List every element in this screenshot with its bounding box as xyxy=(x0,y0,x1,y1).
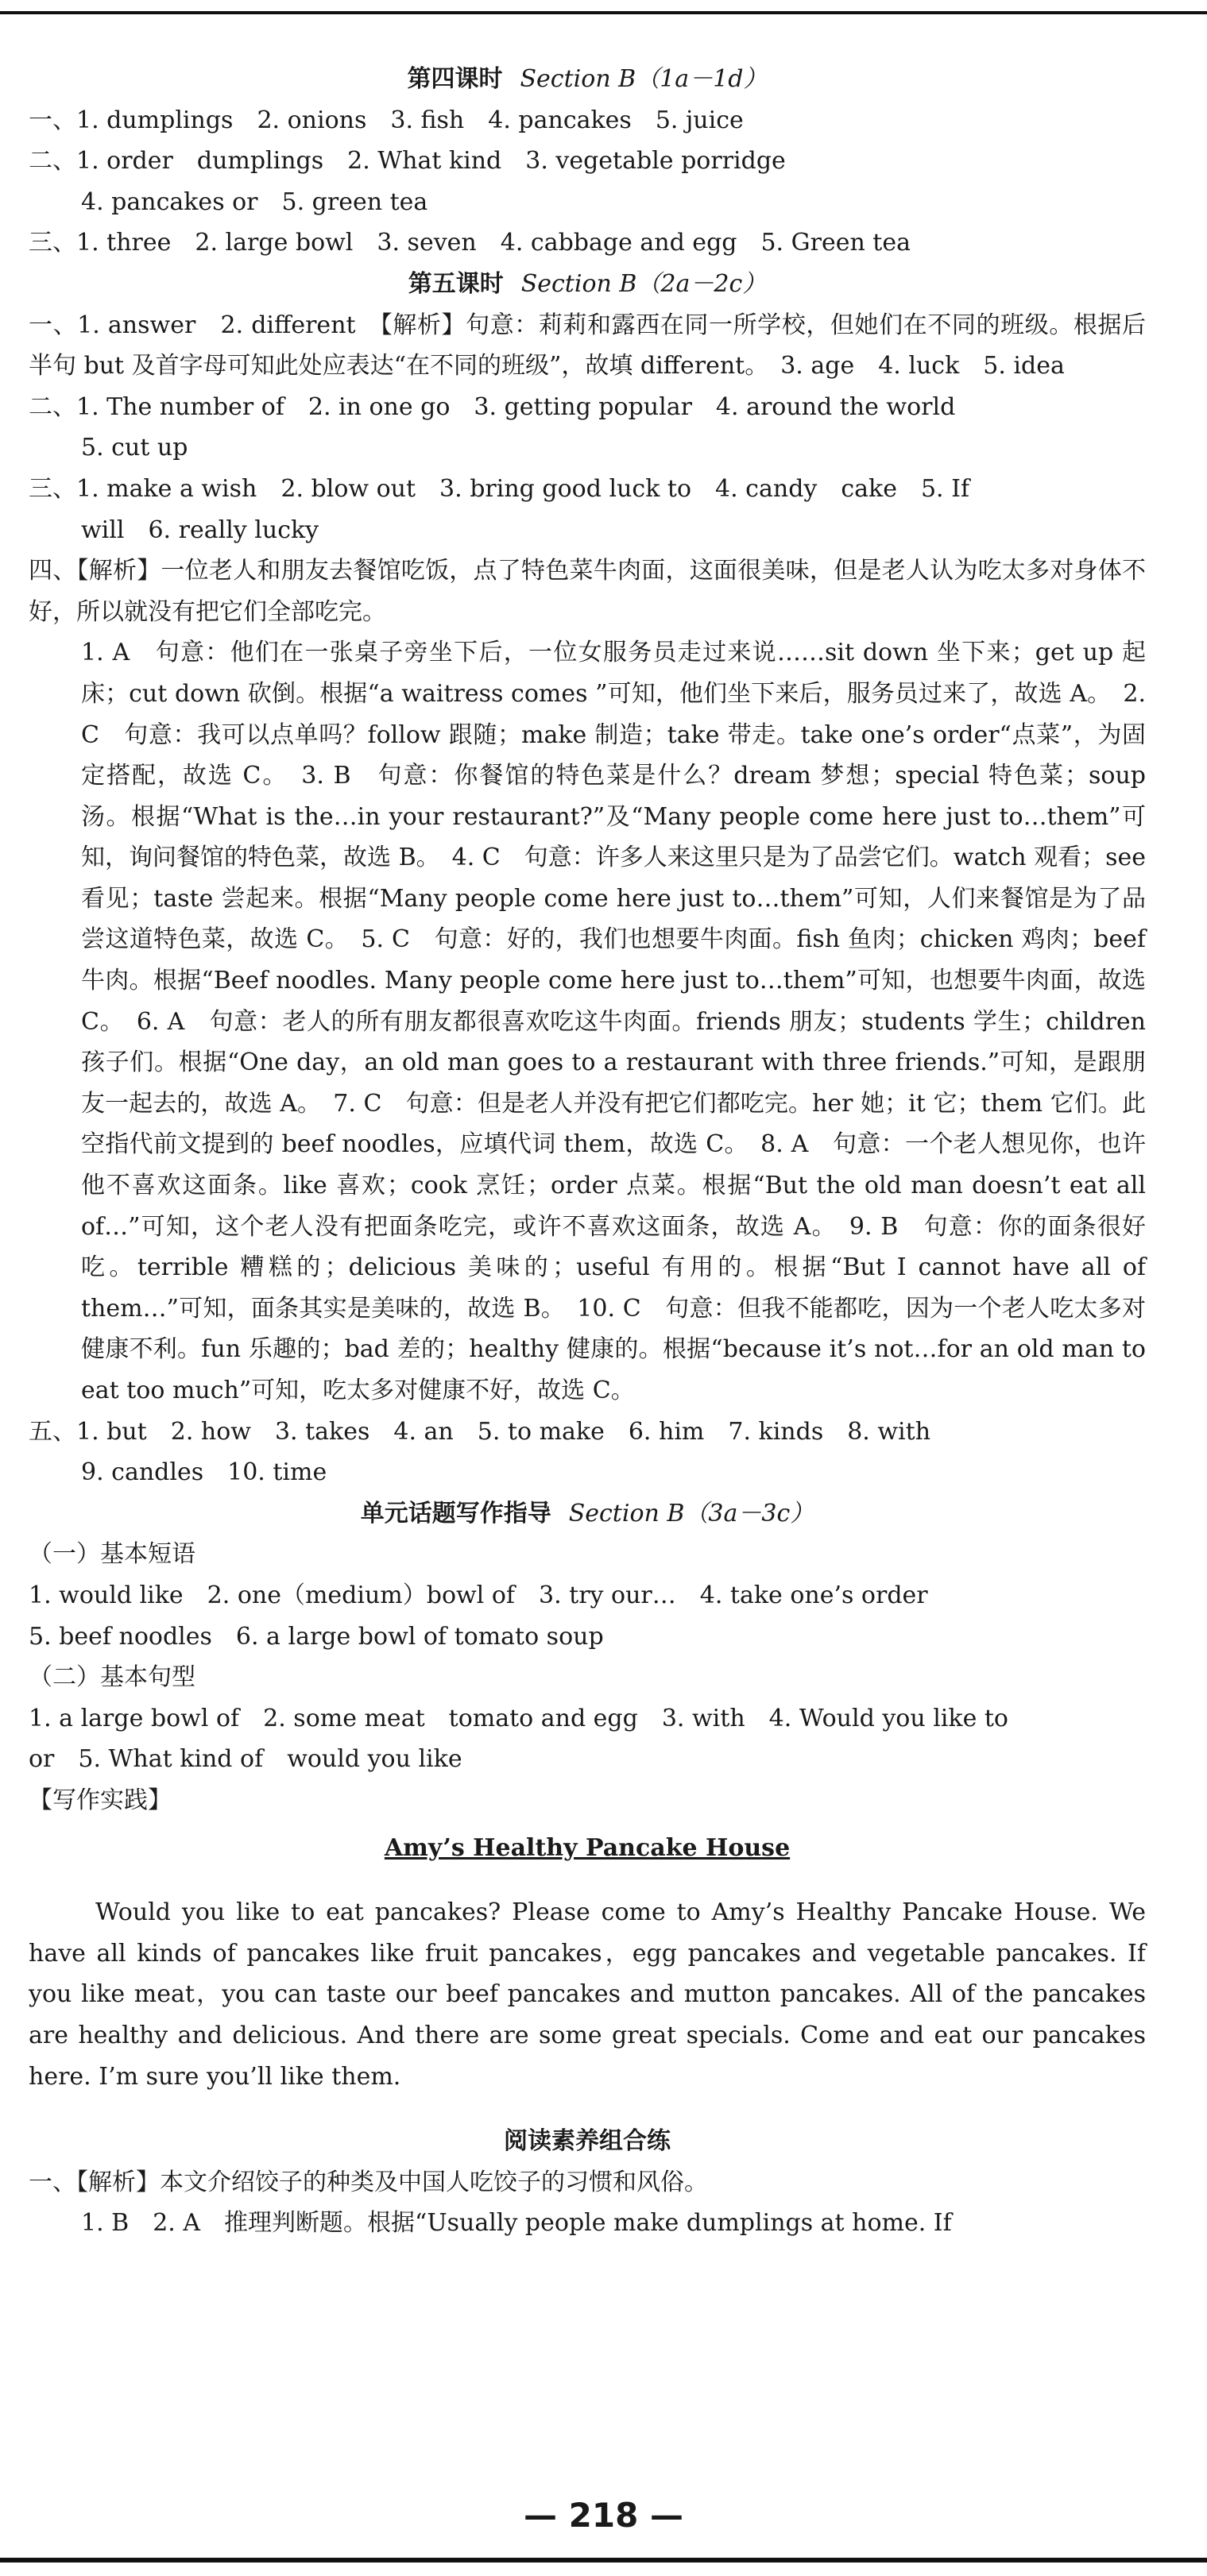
top-rule xyxy=(0,11,1207,14)
answer-line: 9. candles 10. time xyxy=(81,1458,327,1487)
heading-section: Section B（3a－3c） xyxy=(568,1499,814,1527)
answer-line: 五、1. but 2. how 3. takes 4. an 5. to make 6. him 7. kinds 8. with xyxy=(29,1417,931,1446)
answer-line: 1. a large bowl of 2. some meat tomato and egg 3. with 4. Would you like to xyxy=(29,1704,1008,1732)
section-heading-4 xyxy=(29,59,1146,100)
answer-line: 1. would like 2. one（medium）bowl of 3. try our… 4. take one’s order xyxy=(29,1581,928,1609)
answer-paragraph: 一、1. answer 2. different 【解析】句意：莉莉和露西在同一所学校，但她们在不同的班级。根据后半句 but 及首字母可知此处应表达“在不同的班级”，故填 different。 3. age 4. luck 5. idea xyxy=(29,311,1146,380)
heading-title: 单元话题写作指导 xyxy=(360,1499,551,1527)
answer-line: 4. pancakes or 5. green tea xyxy=(81,187,428,216)
subheading: （一）基本短语 xyxy=(29,1540,195,1569)
answer-line: or 5. What kind of would you like xyxy=(29,1745,462,1774)
answer-line: will 6. really lucky xyxy=(81,516,319,544)
analysis-intro: 四、【解析】一位老人和朋友去餐馆吃饭，点了特色菜牛肉面，这面很美味，但是老人认为吃太多对身体不好，所以就没有把它们全部吃完。 xyxy=(29,557,1146,626)
answer-line: 5. beef noodles 6. a large bowl of tomato soup xyxy=(29,1622,604,1651)
heading-title: 第四课时 xyxy=(407,65,503,93)
essay-title: Amy’s Healthy Pancake House xyxy=(384,1833,791,1862)
section-heading-reading xyxy=(29,2121,1146,2162)
answer-line: 1. B 2. A 推理判断题。根据“Usually people make dumplings at home. If xyxy=(81,2209,952,2238)
heading-section: Section B（1a－1d） xyxy=(520,65,768,93)
analysis-body: 1. A 句意：他们在一张桌子旁坐下后，一位女服务员走过来说……sit down 坐下来；get up 起床；cut down 砍倒。根据“a waitress comes ”可知，他们坐下来后，服务员过来了，故选 A。 2. C 句意：我可以点单吗？follow 跟随；make 制造；take 带走。take one’s order“点菜”，为固定搭配，故选 C。 3. B 句意：你餐馆的特色菜是什么？dream 梦想；special 特色菜；soup 汤。根据“What is the…in your restaurant?”及“Many people come here just to…them”可知，询问餐馆的特色菜，故选 B。 4. C 句意：许多人来这里只是为了品尝它们。watch 观看；see 看见；taste 尝起来。根据“Many people come here just to…them”可知，人们来餐馆是为了品尝这道特色菜，故选 C。 5. C 句意：好的，我们也想要牛肉面。fish 鱼肉；chicken 鸡肉；beef 牛肉。根据“Beef noodles. Many people come here just to…them”可知，也想要牛肉面，故选 C。 6. A 句意：老人的所有朋友都很喜欢吃这牛肉面。friends 朋友；students 学生；children 孩子们。根据“One day，an old man goes to a restaurant with three friends.”可知，是跟朋友一起去的，故选 A。 7. C 句意：但是老人并没有把它们都吃完。her 她；it 它；them 它们。此空指代前文提到的 beef noodles，应填代词 them，故选 C。 8. A 句意：一个老人想见你，也许他不喜欢这面条。like 喜欢；cook 烹饪；order 点菜。根据“But the old man doesn’t eat all of…”可知，这个老人没有把面条吃完，或许不喜欢这面条，故选 A。 9. B 句意：你的面条很好吃。terrible 糟糕的；delicious 美味的；useful 有用的。根据“But I cannot have all of them…”可知，面条其实是美味的，故选 B。 10. C 句意：但我不能都吃，因为一个老人吃太多对健康不利。fun 乐趣的；bad 差的；healthy 健康的。根据“because it’s not…for an old man to eat too much”可知，吃太多对健康不好，故选 C。 xyxy=(81,639,1146,1404)
subheading: 【写作实践】 xyxy=(29,1786,172,1814)
heading-title: 阅读素养组合练 xyxy=(504,2127,671,2156)
section-heading-writing xyxy=(29,1493,1146,1535)
bottom-rule xyxy=(0,2558,1207,2562)
answer-line: 三、1. three 2. large bowl 3. seven 4. cabbage and egg 5. Green tea xyxy=(29,229,911,257)
page-number: — 218 — xyxy=(524,2496,683,2535)
heading-title: 第五课时 xyxy=(408,269,504,298)
essay-body: Would you like to eat pancakes? Please come to Amy’s Healthy Pancake House. We have all kinds of pancakes like fruit pancakes，egg pancakes and vegetable pancakes. If you like meat，you can taste our beef pancakes and mutton pancakes. All of the pancakes are healthy and delicious. And there are some great specials. Come and eat our pancakes here. I’m sure you’ll like them. xyxy=(29,1898,1146,2091)
answer-line: 二、1. The number of 2. in one go 3. getting popular 4. around the world xyxy=(29,392,956,421)
answer-line: 二、1. order dumplings 2. What kind 3. vegetable porridge xyxy=(29,147,786,176)
answer-page xyxy=(29,59,1146,2244)
subheading: （二）基本句型 xyxy=(29,1663,195,1692)
answer-line: 5. cut up xyxy=(81,434,188,462)
section-heading-5 xyxy=(29,264,1146,305)
answer-line: 一、【解析】本文介绍饺子的种类及中国人吃饺子的习惯和风俗。 xyxy=(29,2168,708,2196)
answer-line: 一、1. dumplings 2. onions 3. fish 4. pancakes 5. juice xyxy=(29,106,744,134)
answer-line: 三、1. make a wish 2. blow out 3. bring good luck to 4. candy cake 5. If xyxy=(29,474,970,503)
heading-section: Section B（2a－2c） xyxy=(520,269,767,298)
